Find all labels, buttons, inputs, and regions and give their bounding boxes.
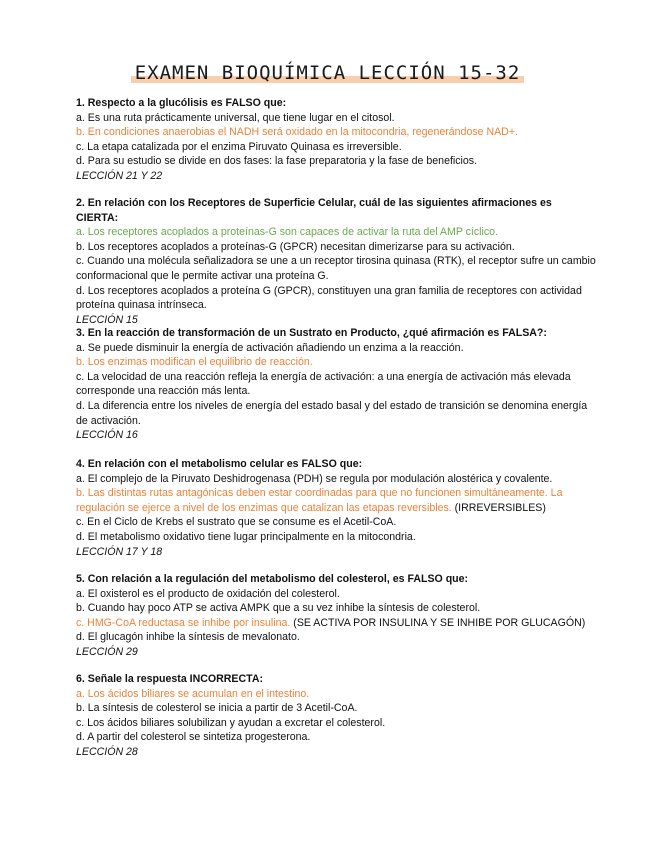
option-b: b. La síntesis de colesterol se inicia a partir de 3 Acetil-CoA. <box>76 702 358 715</box>
question-5 <box>76 572 596 660</box>
question-6 <box>76 672 596 760</box>
title-wrap <box>0 62 655 84</box>
lesson-label: LECCIÓN 16 <box>76 429 138 442</box>
option-d: d. Para su estudio se divide en dos fases: la fase preparatoria y la fase de beneficios. <box>76 155 478 168</box>
question-title: 2. En relación con los Receptores de Superficie Celular, cuál de las siguientes afirmaciones es CIERTA: <box>76 197 552 224</box>
lesson-label: LECCIÓN 21 Y 22 <box>76 169 163 182</box>
option-b-correct: b. En condiciones anaerobias el NADH será oxidado en la mitocondria, regenerándose NAD+. <box>76 126 518 139</box>
question-title: 5. Con relación a la regulación del metabolismo del colesterol, es FALSO que: <box>76 573 469 585</box>
option-b: b. Los receptores acoplados a proteínas-G (GPCR) necesitan dimerizarse para su activación. <box>76 240 515 253</box>
question-1 <box>76 96 596 184</box>
question-title: 4. En relación con el metabolismo celular es FALSO que: <box>76 458 363 470</box>
lesson-label: LECCIÓN 28 <box>76 745 138 758</box>
option-b-correct: b. Los enzimas modifican el equilibrio de reacción. <box>76 356 313 369</box>
question-2 <box>76 196 596 327</box>
option-c: c. Cuando una molécula señalizadora se une a un receptor tirosina quinasa (RTK), el receptor sufre un cambio conformacional que le permite activar una proteína G. <box>76 255 596 282</box>
option-c: c. La velocidad de una reacción refleja la energía de activación: a una energía de activación más elevada corresponde una reacción más lenta. <box>76 370 571 398</box>
lesson-label: LECCIÓN 29 <box>76 645 138 658</box>
option-d: d. Los receptores acoplados a proteína G (GPCR), constituyen una gran familia de receptores con actividad proteína quinasa intrínseca. <box>76 284 582 312</box>
option-c-note: (SE ACTIVA POR INSULINA Y SE INHIBE POR GLUCAGÓN) <box>290 616 586 629</box>
option-c-correct: c. HMG-CoA reductasa se inhibe por insulina. <box>76 616 291 629</box>
option-c: c. La etapa catalizada por el enzima Piruvato Quinasa es irreversible. <box>76 140 402 153</box>
question-3 <box>76 326 596 443</box>
option-a: a. El complejo de la Piruvato Deshidrogenasa (PDH) se regula por modulación alostérica y covalente. <box>76 472 553 485</box>
option-a-correct: a. Los ácidos biliares se acumulan en el intestino. <box>76 687 310 700</box>
option-b: b. Cuando hay poco ATP se activa AMPK que a su vez inhibe la síntesis de colesterol. <box>76 602 481 615</box>
option-b-note: (IRREVERSIBLES) <box>451 501 546 514</box>
option-d: d. La diferencia entre los niveles de energía del estado basal y del estado de transición se denomina energía de activación. <box>76 399 588 427</box>
option-d: d. A partir del colesterol se sintetiza progesterona. <box>76 731 311 744</box>
option-c: c. En el Ciclo de Krebs el sustrato que se consume es el Acetil-CoA. <box>76 516 397 529</box>
page-title: EXAMEN BIOQUÍMICA LECCIÓN 15-32 <box>131 62 525 84</box>
option-c: c. Los ácidos biliares solubilizan y ayudan a excretar el colesterol. <box>76 716 386 729</box>
option-d: d. El glucagón inhibe la síntesis de mevalonato. <box>76 631 300 644</box>
question-4 <box>76 457 596 559</box>
option-a: a. El oxisterol es el producto de oxidación del colesterol. <box>76 587 340 600</box>
option-a: a. Es una ruta prácticamente universal, que tiene lugar en el citosol. <box>76 111 395 124</box>
option-a: a. Se puede disminuir la energía de activación añadiendo un enzima a la reacción. <box>76 341 464 354</box>
lesson-label: LECCIÓN 15 <box>76 313 138 326</box>
option-c-row <box>76 616 596 631</box>
option-b-row <box>76 486 596 515</box>
question-title: 6. Señale la respuesta INCORRECTA: <box>76 673 264 685</box>
option-b-correct: b. Las distintas rutas antagónicas deben estar coordinadas para que no funcionen simultáneamente. La regulación se ejerce a nivel de los enzimas que catalizan las etapas reversibles. <box>76 487 563 514</box>
question-title: 1. Respecto a la glucólisis es FALSO que: <box>76 97 287 109</box>
lesson-label: LECCIÓN 17 Y 18 <box>76 545 163 558</box>
option-a-correct: a. Los receptores acoplados a proteínas-G son capaces de activar la ruta del AMP cíclico. <box>76 226 499 239</box>
question-title: 3. En la reacción de transformación de un Sustrato en Producto, ¿qué afirmación es FALSA?: <box>76 327 547 339</box>
option-d: d. El metabolismo oxidativo tiene lugar principalmente en la mitocondria. <box>76 530 416 543</box>
